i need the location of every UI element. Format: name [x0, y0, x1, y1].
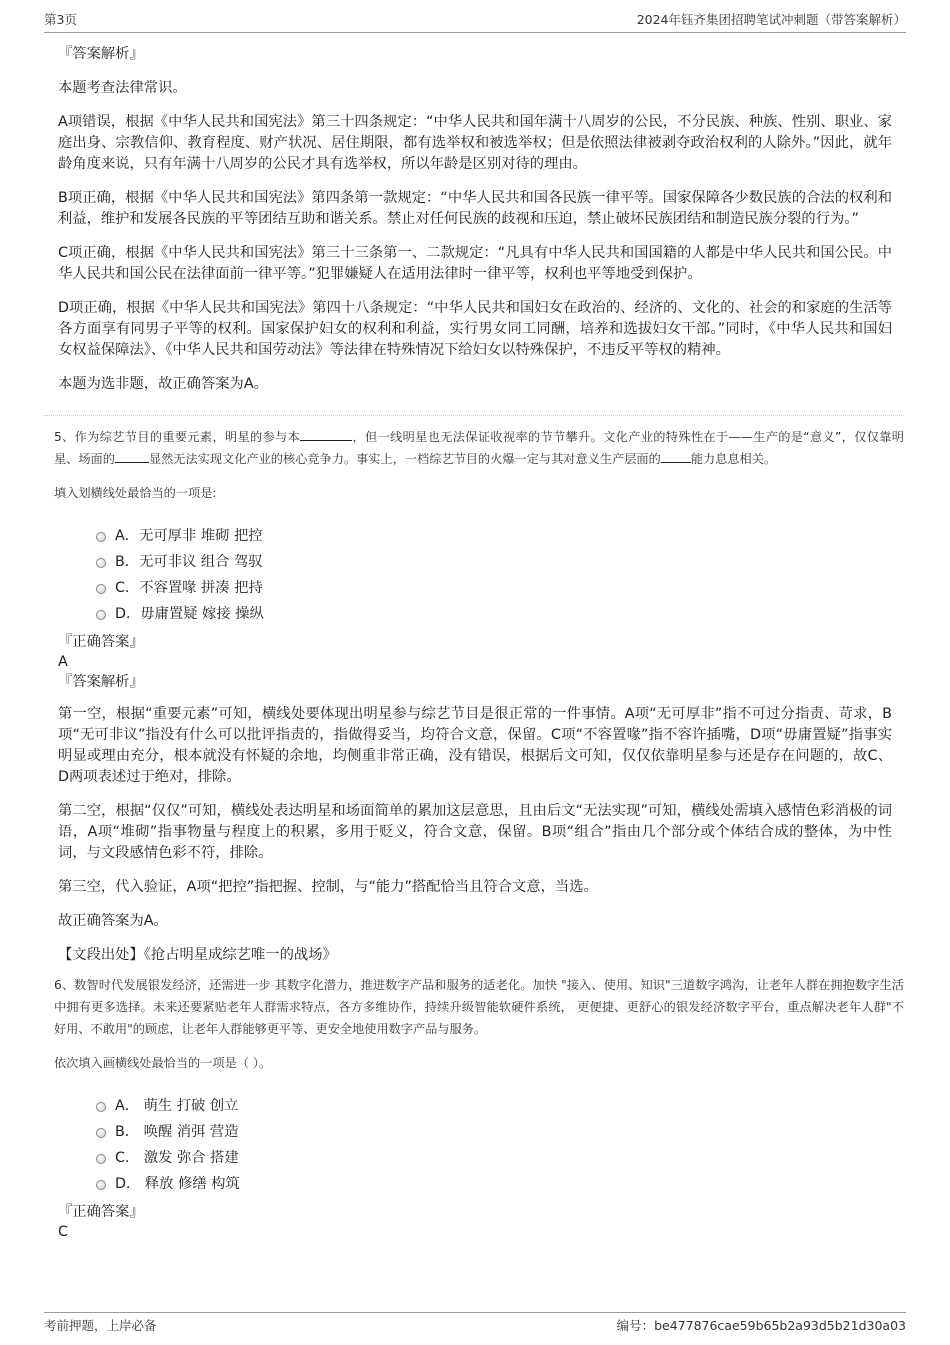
radio-icon[interactable]	[96, 1154, 106, 1164]
option-label: C． 激发 弥合 搭建	[115, 1150, 239, 1166]
question-5-instruction: 填入划横线处最恰当的一项是:	[54, 486, 217, 500]
analysis-paragraph: 本题考查法律常识。	[58, 80, 187, 96]
radio-icon[interactable]	[96, 1128, 106, 1138]
analysis-paragraph: 第三空，代入验证，A项“把控”指把握、控制，与“能力”搭配恰当且符合文意，当选。	[58, 879, 598, 895]
option-c[interactable]	[96, 1144, 892, 1170]
analysis-paragraph: C项正确，根据《中华人民共和国宪法》第三十三条第一、二款规定：“凡具有中华人民共和国国籍的人都是中华人民共和国公民。中华人民共和国公民在法律面前一律平等。”犯罪嫌疑人在适用法律时一律平等，权利也平等地受到保护。	[58, 245, 892, 282]
document-body	[54, 44, 904, 1242]
q5-text-part: 显然无法实现文化产业的核心竞争力。事实上，一档综艺节目的火爆一定与其对意义生产层面的	[148, 452, 661, 466]
option-a[interactable]	[96, 522, 892, 548]
document-id: 编号：be477876cae59b65b2a93d5b21d30a03	[616, 1318, 906, 1333]
analysis-paragraph: 第一空，根据“重要元素”可知，横线处要体现出明星参与综艺节目是很正常的一件事情。A项“无可厚非”指不可过分指责、苛求，B项“无可非议”指没有什么可以批评指责的，指做得妥当，均符合文意，保留。C项“不容置喙”指不容许插嘴，D项“毋庸置疑”指事实明显或理由充分，根本就没有怀疑的余地，均侧重非常正确，没有错误，根据后文可知，仅仅依靠明星参与还是存在问题的，故C、D两项表述过于绝对，排除。	[58, 706, 892, 785]
correct-answer-label: 『正确答案』	[58, 634, 144, 650]
q5-text-part: ，但一线明星也无法保证收视率的节节攀升。文化产业的特殊性在于——生产的是“意义”，仅仅靠明星、场面的	[54, 430, 904, 466]
option-b[interactable]	[96, 548, 892, 574]
option-c[interactable]	[96, 574, 892, 600]
option-label: C．不容置喙 拼凑 把持	[115, 580, 263, 596]
question-5-options	[96, 522, 892, 626]
option-label: D．毋庸置疑 嫁接 操纵	[115, 606, 264, 622]
source-citation: 【文段出处】《抢占明星成综艺唯一的战场》	[58, 947, 337, 963]
option-label: D． 释放 修缮 构筑	[115, 1176, 240, 1192]
correct-answer-label: 『正确答案』	[58, 1204, 144, 1220]
radio-icon[interactable]	[96, 584, 106, 594]
blank	[300, 429, 352, 441]
page-number: 第3页	[44, 12, 77, 27]
page-footer	[44, 1312, 906, 1334]
correct-answer: C	[58, 1224, 68, 1240]
q5-text-part: 5、作为综艺节目的重要元素，明星的参与本	[54, 430, 301, 444]
option-a[interactable]	[96, 1092, 892, 1118]
analysis-paragraph: 第二空，根据“仅仅”可知，横线处表达明星和场面简单的累加这层意思，且由后文“无法实现”可知，横线处需填入感情色彩消极的词语，A项“堆砌”指事物量与程度上的积累，多用于贬义，符合文意，保留。B项“组合”指由几个部分或个体结合成的整体，为中性词，与文段感情色彩不符，排除。	[58, 803, 892, 861]
option-label: B．无可非议 组合 驾驭	[115, 554, 263, 570]
document-title: 2024年钰齐集团招聘笔试冲刺题（带答案解析）	[636, 12, 906, 27]
analysis-label: 『答案解析』	[58, 674, 144, 690]
option-label: A． 萌生 打破 创立	[115, 1098, 239, 1114]
option-label: B． 唤醒 消弭 营造	[115, 1124, 239, 1140]
analysis-paragraph: D项正确，根据《中华人民共和国宪法》第四十八条规定：“中华人民共和国妇女在政治的、经济的、文化的、社会的和家庭的生活等各方面享有同男子平等的权利。国家保护妇女的权利和利益，实行男女同工同酬，培养和选拔妇女干部。”同时，《中华人民共和国妇女权益保障法》、《中华人民共和国劳动法》等法律在特殊情况下给妇女以特殊保护，不违反平等权的精神。	[58, 300, 892, 358]
q5-text-part: 能力息息相关。	[690, 452, 777, 466]
question-6-instruction: 依次填入画横线处最恰当的一项是（ ）。	[54, 1056, 272, 1070]
question-6-options	[96, 1092, 892, 1196]
option-d[interactable]	[96, 600, 892, 626]
footer-slogan: 考前押题，上岸必备	[44, 1318, 157, 1333]
radio-icon[interactable]	[96, 1180, 106, 1190]
analysis-paragraph: A项错误，根据《中华人民共和国宪法》第三十四条规定：“中华人民共和国年满十八周岁的公民，不分民族、种族、性别、职业、家庭出身、宗教信仰、教育程度、财产状况、居住期限，都有选举权和被选举权；但是依照法律被剥夺政治权利的人除外。”因此，就年龄角度来说，只有年满十八周岁的公民才具有选举权，所以年龄是区别对待的理由。	[58, 114, 892, 172]
analysis-label: 『答案解析』	[58, 46, 144, 62]
option-label: A．无可厚非 堆砌 把控	[115, 528, 263, 544]
option-b[interactable]	[96, 1118, 892, 1144]
analysis-paragraph: B项正确，根据《中华人民共和国宪法》第四条第一款规定：“中华人民共和国各民族一律平等。国家保障各少数民族的合法的权利和利益，维护和发展各民族的平等团结互助和谐关系。禁止对任何民族的歧视和压迫，禁止破坏民族团结和制造民族分裂的行为。”	[58, 190, 892, 227]
question-6-text: 6、数智时代发展银发经济，还需进一步 其数字化潜力，推进数字产品和服务的适老化。加快 "接入、使用、知识"三道数字鸿沟，让老年人群在拥抱数字生活中拥有更多选择。未来还要紧贴老年人群需求特点，各方多维协作，持续升级智能软硬件系统， 更便捷、更舒心的银发经济数字平台，重点解决老年人群"不好用、不敢用"的顾虑，让老年人群能够更平等、更安全地使用数字产品与服务。	[54, 978, 904, 1036]
radio-icon[interactable]	[96, 558, 106, 568]
question-5-text	[54, 426, 904, 470]
page-header	[44, 10, 906, 33]
correct-answer: A	[58, 654, 68, 670]
analysis-paragraph: 本题为选非题，故正确答案为A。	[58, 376, 268, 392]
radio-icon[interactable]	[96, 532, 106, 542]
option-d[interactable]	[96, 1170, 892, 1196]
radio-icon[interactable]	[96, 1102, 106, 1112]
analysis-paragraph: 故正确答案为A。	[58, 913, 168, 929]
blank	[115, 451, 149, 463]
blank	[661, 451, 691, 463]
radio-icon[interactable]	[96, 610, 106, 620]
